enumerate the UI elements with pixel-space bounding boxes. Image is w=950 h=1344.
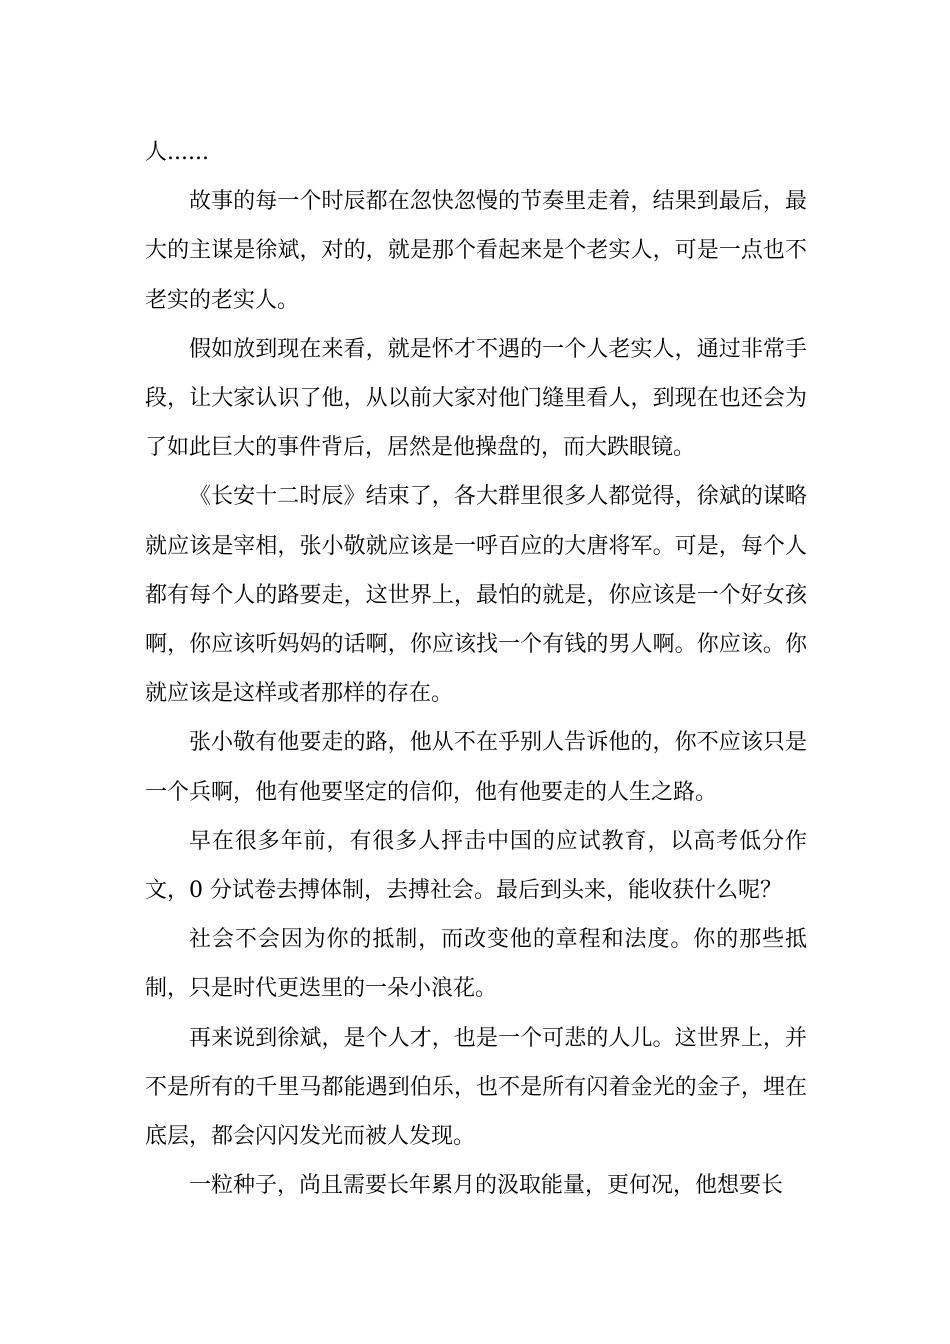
paragraph: 再来说到徐斌，是个人才，也是一个可悲的人儿。这世界上，并不是所有的千里马都能遇到伯乐，也不是所有闪着金光的金子，埋在底层，都会闪闪发光而被人发现。	[145, 1025, 807, 1150]
paragraph: 故事的每一个时辰都在忽快忽慢的节奏里走着，结果到最后，最大的主谋是徐斌，对的，就是那个看起来是个老实人，可是一点也不老实的老实人。	[145, 189, 807, 313]
paragraph-continuation: 人......	[145, 140, 209, 165]
paragraph: 假如放到现在来看，就是怀才不遇的一个人老实人，通过非常手段，让大家认识了他，从以前大家对他门缝里看人，到现在也还会为了如此巨大的事件背后，居然是他操盘的，而大跌眼镜。	[145, 336, 807, 461]
paragraph: 早在很多年前，有很多人抨击中国的应试教育，以高考低分作文，0 分试卷去搏体制，去搏社会。最后到头来，能收获什么呢？	[145, 828, 807, 904]
paragraph: 一粒种子，尚且需要长年累月的汲取能量，更何况，他想要长	[189, 1173, 784, 1199]
document-page	[145, 128, 807, 1210]
paragraph: 社会不会因为你的抵制，而改变他的章程和法度。你的那些抵制，只是时代更迭里的一朵小浪花。	[145, 927, 807, 1002]
paragraph: 张小敬有他要走的路，他从不在乎别人告诉他的，你不应该只是一个兵啊，他有他要坚定的信仰，他有他要走的人生之路。	[145, 730, 807, 805]
paragraph: 《长安十二时辰》结束了，各大群里很多人都觉得，徐斌的谋略就应该是宰相，张小敬就应该是一呼百应的大唐将军。可是，每个人都有每个人的路要走，这世界上，最怕的就是，你应该是一个好女孩啊，你应该听妈妈的话啊，你应该找一个有钱的男人啊。你应该。你就应该是这样或者那样的存在。	[145, 484, 807, 707]
